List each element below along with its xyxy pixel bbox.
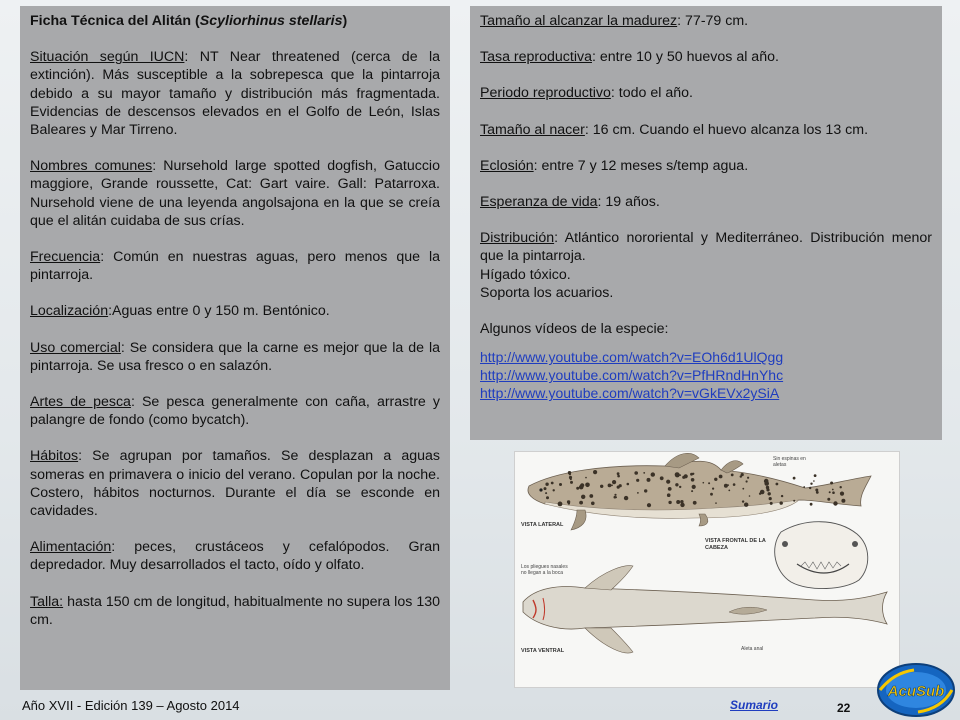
shark-spot bbox=[776, 483, 779, 486]
label-frontal-view: VISTA FRONTAL DE LA CABEZA bbox=[705, 538, 766, 551]
shark-spot bbox=[742, 500, 744, 502]
shark-spot bbox=[742, 488, 744, 490]
shark-spot bbox=[832, 489, 834, 491]
edition-footer: Año XVII - Edición 139 – Agosto 2014 bbox=[22, 698, 240, 713]
section-text: : Se pesca generalmente con caña, arrastre y palangre de fondo (como bycatch). bbox=[30, 394, 441, 429]
shark-spot bbox=[724, 484, 728, 488]
section-label: Tamaño al alcanzar la madurez bbox=[480, 13, 678, 29]
video-link-1[interactable]: http://www.youtube.com/watch?v=EOh6d1UlQgg bbox=[480, 349, 784, 366]
shark-spot bbox=[692, 485, 696, 489]
shark-spot bbox=[703, 482, 705, 484]
shark-spot bbox=[614, 494, 616, 496]
shark-spot bbox=[636, 479, 639, 482]
shark-spot bbox=[545, 492, 547, 494]
section-text: : NT Near threatened (cerca de la extinción). Más susceptible a la sobrepesca que la pintarroja debido a su mayor tamaño y distribución más fragmentada. Evidencias de descensos elevados en el Golfo de León, Islas Baleares y Mar Tirreno. bbox=[30, 49, 440, 139]
shark-spot bbox=[580, 483, 584, 487]
shark-spot bbox=[827, 498, 830, 501]
shark-spot bbox=[690, 473, 693, 476]
shark-spot bbox=[637, 492, 639, 494]
shark-spot bbox=[715, 502, 717, 504]
shark-spot bbox=[746, 480, 748, 482]
video-link-3[interactable]: http://www.youtube.com/watch?v=vGkEVx2ySiA bbox=[480, 385, 780, 402]
shark-spot bbox=[693, 501, 697, 505]
shark-spot bbox=[553, 489, 555, 491]
shark-spot bbox=[714, 478, 717, 481]
shark-spot bbox=[833, 501, 837, 505]
shark-spot bbox=[719, 475, 723, 479]
shark-spot bbox=[764, 481, 769, 486]
shark-spot bbox=[766, 488, 769, 491]
shark-spot bbox=[558, 502, 563, 507]
shark-spot bbox=[666, 480, 670, 484]
right-section bbox=[480, 121, 932, 139]
species-name: Scyliorhinus stellaris bbox=[199, 13, 343, 29]
shark-spot bbox=[781, 495, 783, 497]
left-section bbox=[30, 538, 440, 574]
shark-spot bbox=[545, 483, 548, 486]
shark-spot bbox=[770, 502, 773, 505]
shark-spot bbox=[624, 496, 628, 500]
section-label: Esperanza de vida bbox=[480, 194, 598, 211]
section-label: Eclosión bbox=[480, 157, 534, 174]
video-links bbox=[480, 348, 932, 402]
shark-spot bbox=[815, 489, 818, 492]
shark-spot bbox=[680, 503, 684, 507]
shark-spot bbox=[612, 480, 616, 484]
shark-spot bbox=[780, 501, 783, 504]
shark-spot bbox=[691, 490, 693, 492]
shark-spot bbox=[691, 478, 695, 482]
left-section bbox=[30, 302, 440, 320]
shark-spot bbox=[832, 491, 835, 494]
section-label: Alimentación bbox=[30, 539, 112, 556]
shark-spot bbox=[617, 475, 620, 478]
shark-spot bbox=[793, 500, 795, 502]
section-text: : entre 10 y 50 huevos al año. bbox=[591, 49, 779, 66]
section-text: : Común en nuestras aguas, pero menos que la pintarroja. bbox=[30, 249, 440, 284]
section-label: Periodo reproductivo bbox=[480, 85, 611, 102]
shark-spot bbox=[608, 484, 612, 488]
shark-spot bbox=[668, 501, 671, 504]
shark-spot bbox=[731, 474, 734, 477]
left-section bbox=[30, 393, 440, 429]
shark-spot bbox=[644, 489, 647, 492]
note-anal-fin: Aleta anal bbox=[741, 646, 764, 652]
left-section bbox=[30, 339, 440, 375]
video-link-2[interactable]: http://www.youtube.com/watch?v=PfHRndHnYhc bbox=[480, 367, 784, 384]
shark-spot bbox=[760, 490, 765, 495]
shark-spot bbox=[793, 477, 796, 480]
section-text: : 16 cm. Cuando el huevo alcanza los 13 cm. bbox=[584, 121, 869, 138]
section-text: : Se considera que la carne es mejor que la de la pintarroja. Se usa fresco o en salazón. bbox=[30, 339, 440, 374]
shark-spot bbox=[576, 487, 579, 490]
section-text: : entre 7 y 12 meses s/temp agua. bbox=[533, 157, 749, 174]
note-no-spines: Sin espinas en aletas bbox=[773, 456, 806, 468]
shark-spot bbox=[585, 477, 587, 479]
right-section bbox=[480, 193, 932, 211]
shark-spot bbox=[675, 472, 680, 477]
shark-spot bbox=[816, 491, 819, 494]
section-label: Situación según IUCN bbox=[30, 49, 185, 66]
acusub-logo bbox=[870, 660, 956, 718]
section-text: : Atlántico nororiental y Mediterráneo. Distribución menor que la pintarroja. bbox=[480, 230, 932, 265]
left-sections bbox=[30, 48, 440, 629]
section-text: : Nursehold large spotted dogfish, Gatuccio maggiore, Grande roussette, Cat: Gart vaire. Gall: Patarroxa. Nursehold viene de una leyenda angolsajona en la que se creía que el alitán cuidaba de sus crías. bbox=[30, 158, 440, 229]
shark-spot bbox=[581, 495, 585, 499]
shark-spot bbox=[810, 503, 813, 506]
section-label: Tasa reproductiva bbox=[480, 49, 592, 66]
shark-spot bbox=[660, 476, 664, 480]
svg-text:AcuSub: AcuSub bbox=[887, 683, 945, 700]
shark-spot bbox=[814, 474, 817, 477]
right-panel bbox=[470, 6, 942, 440]
shark-spot bbox=[708, 482, 710, 484]
shark-spot bbox=[712, 488, 714, 490]
right-sections bbox=[480, 12, 932, 266]
section-text: : 77-79 cm. bbox=[677, 13, 749, 29]
shark-spot bbox=[744, 503, 748, 507]
section-text: : todo el año. bbox=[610, 85, 693, 102]
shark-illustration bbox=[514, 451, 900, 688]
section-label: Hábitos bbox=[30, 448, 79, 465]
left-section bbox=[30, 593, 440, 629]
shark-spot bbox=[840, 486, 842, 488]
shark-spot bbox=[546, 496, 549, 499]
shark-spot bbox=[579, 501, 583, 505]
right-section bbox=[480, 84, 932, 102]
shark-spot bbox=[830, 482, 833, 485]
shark-spot bbox=[617, 472, 620, 475]
shark-spot bbox=[570, 481, 573, 484]
shark-spot bbox=[803, 486, 805, 488]
section-label: Talla: bbox=[30, 593, 64, 610]
shark-spot bbox=[544, 487, 547, 490]
section-label: Frecuencia bbox=[30, 249, 101, 266]
shark-spot bbox=[769, 497, 772, 500]
videos-intro: Algunos vídeos de la especie: bbox=[480, 321, 669, 338]
left-section bbox=[30, 48, 440, 139]
shark-spot bbox=[627, 483, 630, 486]
section-text: :Aguas entre 0 y 150 m. Bentónico. bbox=[108, 303, 330, 320]
shark-spot bbox=[593, 470, 597, 474]
label-ventral-view: VISTA VENTRAL bbox=[521, 648, 565, 654]
section-label: Distribución bbox=[480, 230, 555, 247]
fact-sheet-title: Ficha Técnica del Alitán (Scyliorhinus stellaris) bbox=[30, 13, 348, 29]
right-section bbox=[480, 12, 932, 30]
shark-spot bbox=[749, 495, 751, 497]
section-label: Localización bbox=[30, 303, 109, 320]
shark-spot bbox=[651, 472, 655, 476]
section-label: Uso comercial bbox=[30, 339, 121, 356]
right-section bbox=[480, 48, 932, 66]
left-section bbox=[30, 157, 440, 230]
section-label: Nombres comunes bbox=[30, 158, 153, 175]
shark-spot bbox=[551, 482, 554, 485]
shark-spot bbox=[679, 486, 681, 488]
shark-spot bbox=[614, 496, 617, 499]
shark-spot bbox=[682, 476, 685, 479]
section-text: : 19 años. bbox=[597, 194, 660, 211]
shark-spot bbox=[675, 483, 678, 486]
shark-spot bbox=[668, 487, 672, 491]
shark-spot bbox=[733, 483, 736, 486]
shark-spot bbox=[568, 502, 570, 504]
shark-spot bbox=[841, 499, 845, 503]
note-aquarium: Soporta los acuarios. bbox=[480, 284, 614, 301]
shark-spot bbox=[768, 492, 771, 495]
section-text: : peces, crustáceos y cefalópodos. Gran depredador. Muy desarrollados el tacto, oído y olfato. bbox=[30, 539, 440, 574]
shark-spot bbox=[841, 493, 843, 495]
note-nasal-folds: Los pliegues nasales no llegan a la boca bbox=[521, 564, 568, 576]
shark-spot bbox=[559, 483, 562, 486]
shark-spot bbox=[667, 493, 671, 497]
page-number: 22 bbox=[837, 701, 851, 715]
right-section bbox=[480, 229, 932, 265]
shark-spot bbox=[634, 471, 638, 475]
left-panel bbox=[20, 6, 450, 690]
shark-spot bbox=[809, 487, 811, 489]
shark-spot bbox=[810, 483, 812, 485]
section-text: hasta 150 cm de longitud, habitualmente no supera los 130 cm. bbox=[30, 593, 440, 628]
left-section bbox=[30, 447, 440, 520]
shark-spot bbox=[570, 478, 572, 480]
shark-spot bbox=[676, 500, 680, 504]
shark-spot bbox=[740, 475, 742, 477]
acusub-logo-mark bbox=[870, 660, 956, 718]
shark-spot bbox=[611, 484, 613, 486]
shark-spot bbox=[727, 484, 729, 486]
shark-lateral-view bbox=[528, 453, 871, 530]
sumario-link[interactable]: Sumario bbox=[730, 698, 779, 712]
right-section bbox=[480, 157, 932, 175]
shark-spot bbox=[585, 483, 590, 488]
label-lateral-view: VISTA LATERAL bbox=[521, 522, 564, 528]
shark-spot bbox=[647, 478, 651, 482]
shark-spot bbox=[589, 494, 593, 498]
shark-spot bbox=[619, 484, 622, 487]
shark-spot bbox=[829, 491, 831, 493]
shark-spot bbox=[813, 480, 815, 482]
shark-spot bbox=[591, 502, 595, 506]
shark-spot bbox=[600, 485, 603, 488]
note-liver: Hígado tóxico. bbox=[480, 266, 571, 283]
shark-frontal-view bbox=[775, 522, 868, 589]
left-section bbox=[30, 248, 440, 284]
shark-spot bbox=[569, 473, 571, 475]
shark-spot bbox=[647, 503, 651, 507]
section-label: Tamaño al nacer bbox=[480, 121, 585, 138]
shark-spot bbox=[710, 493, 713, 496]
shark-spot bbox=[728, 490, 730, 492]
section-text: : Se agrupan por tamaños. Se desplazan a aguas someras en primavera o inicio del verano. Copulan por la noche. Costero, hábitos nocturnos. Durante el día se esconde en cavidades. bbox=[30, 448, 440, 520]
section-label: Artes de pesca bbox=[30, 394, 131, 411]
shark-spot bbox=[747, 477, 749, 479]
shark-spot bbox=[643, 472, 645, 474]
